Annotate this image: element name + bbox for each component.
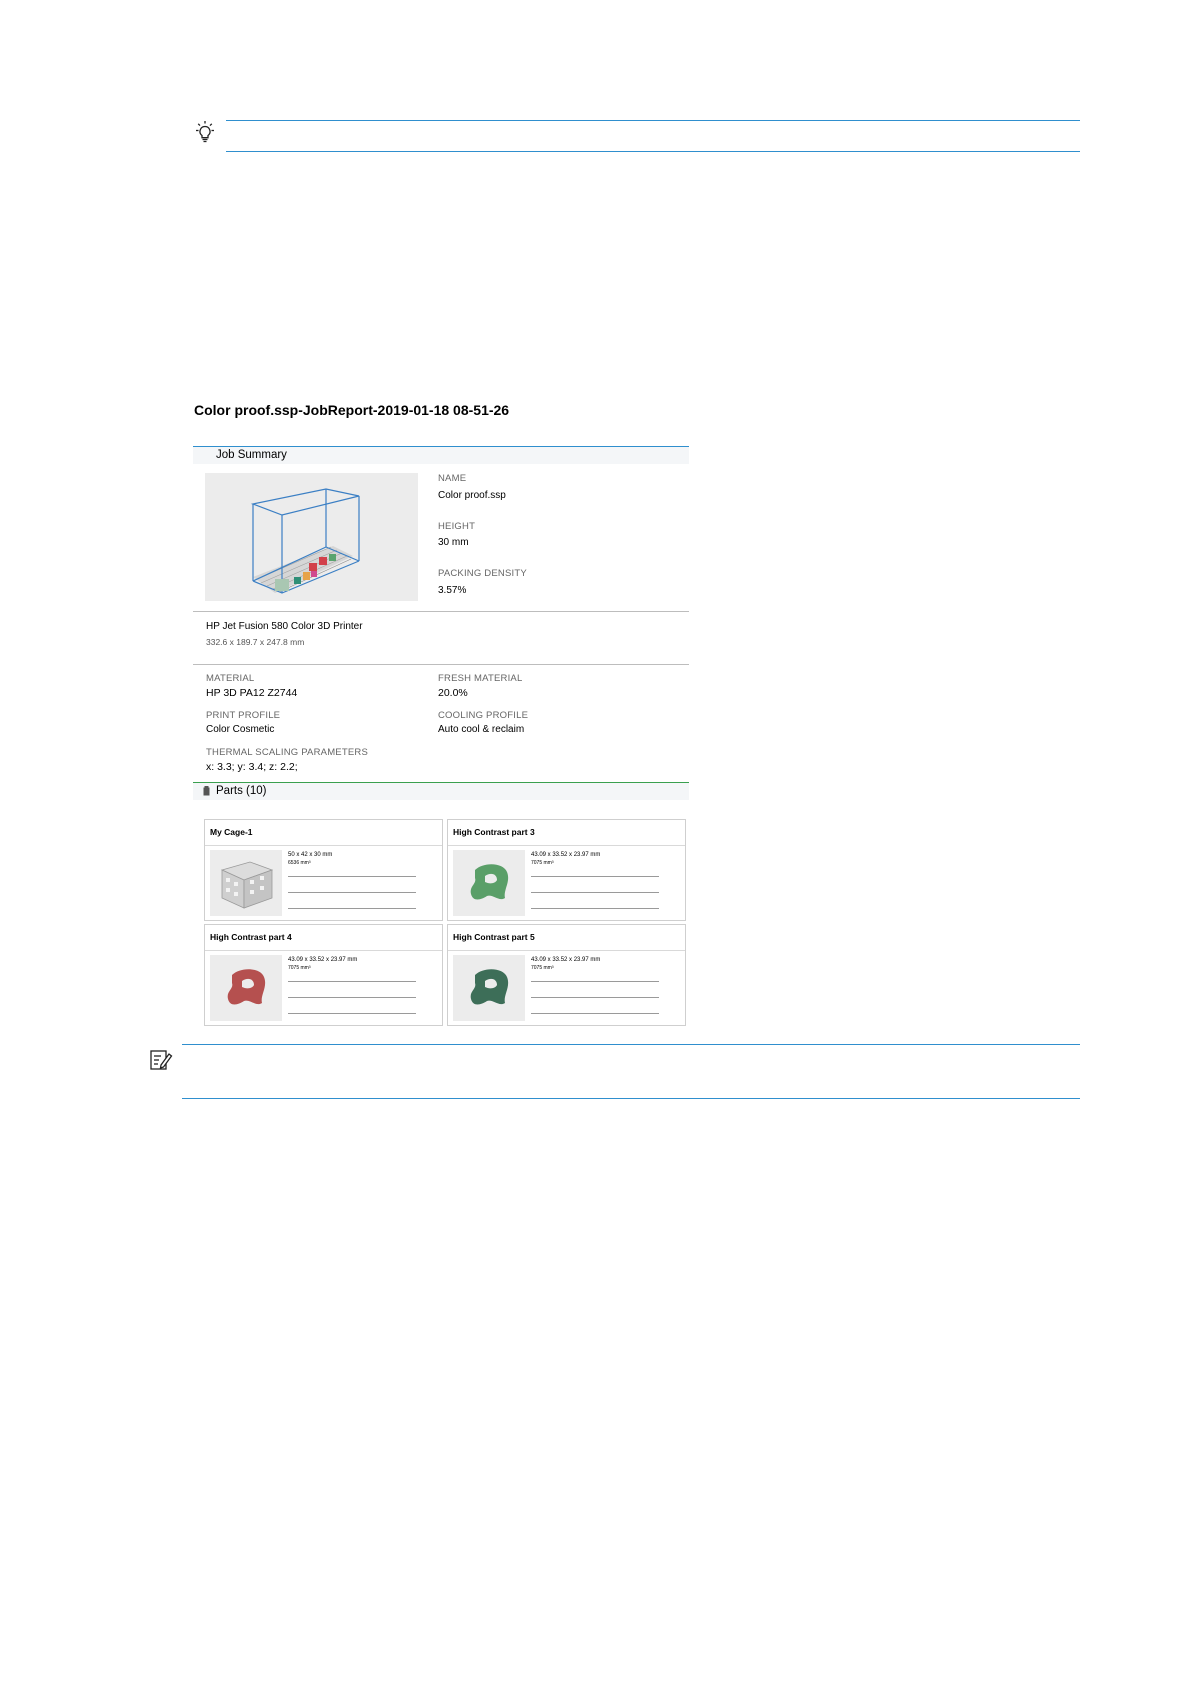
part-title: High Contrast part 5 (453, 932, 535, 942)
thermal-value: x: 3.3; y: 3.4; z: 2.2; (206, 761, 298, 773)
field-line (531, 997, 659, 998)
report-title: Color proof.ssp-JobReport-2019-01-18 08-51-26 (194, 402, 510, 418)
printer-name: HP Jet Fusion 580 Color 3D Printer (206, 621, 363, 632)
name-value: Color proof.ssp (438, 490, 506, 501)
part-volume: 7075 mm³ (531, 860, 554, 866)
bin-icon (203, 786, 210, 796)
field-line (531, 892, 659, 893)
parts-header (193, 782, 689, 800)
density-label: PACKING DENSITY (438, 568, 527, 579)
note-bottom-rule (182, 1098, 1080, 1099)
part-dimensions: 43.09 x 33.52 x 23.97 mm (531, 957, 601, 963)
field-line (288, 981, 416, 982)
field-line (288, 997, 416, 998)
part-thumbnail (453, 850, 525, 916)
lightbulb-icon (193, 120, 217, 146)
field-line (531, 981, 659, 982)
field-line (288, 1013, 416, 1014)
part-volume: 6536 mm³ (288, 860, 311, 866)
name-label: NAME (438, 473, 467, 484)
part-volume: 7075 mm³ (531, 965, 554, 971)
cooling-profile-value: Auto cool & reclaim (438, 724, 525, 735)
job-summary-heading: Job Summary (216, 449, 287, 461)
card-divider (205, 845, 442, 846)
note-top-rule (182, 1044, 1080, 1045)
part-card[interactable] (447, 819, 686, 921)
height-label: HEIGHT (438, 521, 476, 532)
separator (193, 664, 689, 665)
card-divider (205, 950, 442, 951)
part-thumbnail (453, 955, 525, 1021)
field-line (531, 1013, 659, 1014)
fresh-material-value: 20.0% (438, 687, 468, 699)
note-pencil-icon (149, 1048, 173, 1072)
part-title: My Cage-1 (210, 827, 253, 837)
print-profile-label: PRINT PROFILE (206, 710, 281, 721)
field-line (288, 892, 416, 893)
part-dimensions: 43.09 x 33.52 x 23.97 mm (531, 852, 601, 858)
cooling-profile-label: COOLING PROFILE (438, 710, 529, 721)
part-dimensions: 43.09 x 33.52 x 23.97 mm (288, 957, 358, 963)
part-volume: 7075 mm³ (288, 965, 311, 971)
card-divider (448, 845, 685, 846)
density-value: 3.57% (438, 585, 467, 596)
print-profile-value: Color Cosmetic (206, 724, 275, 735)
part-card[interactable] (204, 819, 443, 921)
field-line (288, 876, 416, 877)
job-summary-header (193, 446, 689, 464)
part-title: High Contrast part 3 (453, 827, 535, 837)
thermal-label: THERMAL SCALING PARAMETERS (206, 747, 368, 758)
field-line (531, 876, 659, 877)
fresh-material-label: FRESH MATERIAL (438, 673, 523, 684)
tip-bottom-rule (226, 151, 1080, 152)
height-value: 30 mm (438, 537, 469, 548)
part-card[interactable] (447, 924, 686, 1026)
part-title: High Contrast part 4 (210, 932, 292, 942)
part-dimensions: 50 x 42 x 30 mm (288, 852, 333, 858)
material-label: MATERIAL (206, 673, 255, 684)
card-divider (448, 950, 685, 951)
build-preview (205, 473, 418, 601)
field-line (531, 908, 659, 909)
part-card[interactable] (204, 924, 443, 1026)
material-value: HP 3D PA12 Z2744 (206, 687, 298, 699)
part-thumbnail (210, 955, 282, 1021)
parts-heading: Parts (10) (216, 785, 267, 797)
separator (193, 611, 689, 612)
tip-top-rule (226, 120, 1080, 121)
part-thumbnail (210, 850, 282, 916)
printer-dimensions: 332.6 x 189.7 x 247.8 mm (206, 637, 305, 647)
field-line (288, 908, 416, 909)
build-volume-image (205, 473, 418, 601)
